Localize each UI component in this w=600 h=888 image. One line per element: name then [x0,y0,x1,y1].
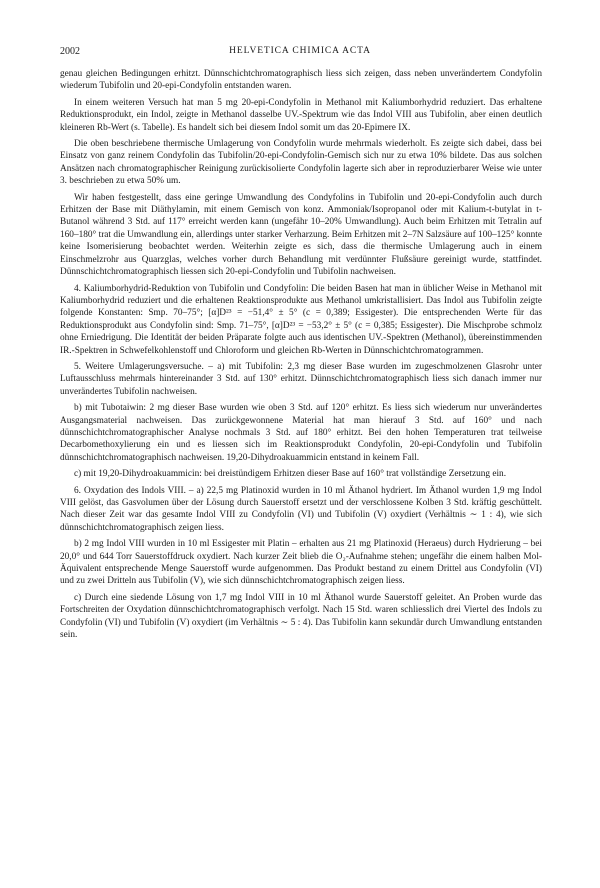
paragraph-thermal-rearrangement: Die oben beschriebene thermische Umlagerung von Condyfolin wurde mehrmals wiederholt. Es zeigte sich dabei, dass bei Einsatz von ganz reinem Condyfolin das Tubifolin/20-epi-Condyfolin-Gemisch sich nur zu etwa 10% bildete. Das aus solchen Ansätzen nach chromatographischer Reinigung zurückisolierte Condyfolin lagerte sich aber in reproduzierbarer Weise wie unter 3. beschrieben zu etwa 50% um. [60,139,542,187]
section-5b-tubotaiwin: b) mit Tubotaiwin: 2 mg dieser Base wurden wie oben 3 Std. auf 120° erhitzt. Es liess sich wiederum nur unverändertes Ausgangsmaterial nachweisen. Das zurückgewonnene Material hat man hierauf 3 Std. auf 160° und nach dünnschichtchromatographischer Analyse nochmals 3 Std. auf 180° erhitzt. Bei den hohen Temperaturen trat teilweise Decarbomethoxylierung ein und es liessen sich im Reaktionsprodukt Condyfolin, 20-epi-Condyfolin und Tubifolin dünnschichtchromatographisch nachweisen. 19,20-Dihydroakuammicin entstand in keinem Fall. [60,403,542,463]
section-6a-oxidation: 6. Oxydation des Indols VIII. – a) 22,5 mg Platinoxid wurden in 10 ml Äthanol hydriert. Im Äthanol wurden 1,9 mg Indol VIII gelöst, das Gasvolumen über der Lösung durch Sauerstoff ersetzt und der verschlossene Kolben 3 Std. kräftig geschüttelt. Nach dieser Zeit war das gesamte Indol VIII zu Condyfolin (VI) und Tubifolin (V) oxydiert (Verhältnis ∼ 1 : 4), wie sich dünnschichtchromatographisch zeigen liess. [60,485,542,533]
running-header [60,46,540,60]
section-6c-oxidation: c) Durch eine siedende Lösung von 1,7 mg Indol VIII in 10 ml Äthanol wurde Sauerstoff geleitet. An Proben wurde das Fortschreiten der Oxydation dünnschichtchromatographisch verfolgt. Nach 15 Std. waren schliesslich drei Viertel des Indols zu Condyfolin (VI) und Tubifolin (V) oxydiert (im Verhältnis ∼ 5 : 4). Das Tubifolin kann sekundär durch Umwandlung entstanden sein. [60,592,542,641]
page-number: 2002 [60,46,80,57]
section-6b-oxidation: b) 2 mg Indol VIII wurden in 10 ml Essigester mit Platin – erhalten aus 21 mg Platinoxid (Heraeus) durch Hydrierung – bei 20,0° und 644 Torr Sauerstoffdruck oxydiert. Nach kurzer Zeit blieb die O₂-Aufnahme stehen; ungefähr die einem halben Mol-Äquivalent entsprechende Menge Sauerstoff wurde aufgenommen. Das Produkt bestand zu einem Drittel aus Condyfolin (VI) und zu zwei Dritteln aus Tubifolin (V), wie sich dünnschichtchromatographisch zeigen liess. [60,539,542,587]
paragraph-epi-reduction: In einem weiteren Versuch hat man 5 mg 20-epi-Condyfolin in Methanol mit Kaliumborhydrid reduziert. Das erhaltene Reduktionsprodukt, ein Indol, zeigte in Methanol dasselbe UV.-Spektrum wie das Indol VIII aus Tubifolin, aber einen deutlich kleineren Rb-Wert (s. Tabelle). Es handelt sich bei diesem Indol somit um das 20-Epimere IX. [60,97,542,133]
section-4-borohydride-reduction: 4. Kaliumborhydrid-Reduktion von Tubifolin und Condyfolin: Die beiden Basen hat man in üblicher Weise in Methanol mit Kaliumborhydrid reduziert und die erhaltenen Reaktionsprodukte aus Methanol umkristallisiert. Das Indol aus Tubifolin zeigte folgende Konstanten: Smp. 70–75°; [α]D²³ = −51,4° ± 5° (c = 0,389; Essigester). Die entsprechenden Werte für das Reduktionsprodukt aus Condyfolin sind: Smp. 71–75°, [α]D²³ = −53,2° ± 5° (c = 0,385; Essigester). Die Mischprobe schmolz ohne Erniedrigung. Die Identität der beiden Präparate folgte auch aus identischen UV.-Spektren (Methanol), übereinstimmenden IR.-Spektren in Schwefelkohlenstoff und Chloroform und gleichen Rb-Werten in Dünnschichtchromatogrammen. [60,283,542,356]
section-5c-dihydroakuammicin: c) mit 19,20-Dihydroakuammicin: bei dreistündigem Erhitzen dieser Base auf 160° trat vollständige Zersetzung ein. [74,469,507,480]
section-5a-tubifolin: 5. Weitere Umlagerungsversuche. – a) mit Tubifolin: 2,3 mg dieser Base wurden im zugeschmolzenen Glasrohr unter Luftausschluss mehrmals hintereinander 3 Std. auf 130° erhitzt. Dünnschichtchromatographisch liess sich danach immer nur unverändertes Tubifolin nachweisen. [60,361,542,397]
journal-title: HELVETICA CHIMICA ACTA [229,46,371,56]
paragraph-continuation: genau gleichen Bedingungen erhitzt. Dünnschichtchromatographisch liess sich zeigen, dass neben unverändertem Condyfolin wiederum Tubifolin und 20-epi-Condyfolin entstanden waren. [60,69,542,92]
article-body [60,68,542,645]
paragraph-conversion-conditions: Wir haben festgestellt, dass eine geringe Umwandlung des Condyfolins in Tubifolin und 20-epi-Condyfolin auch durch Erhitzen der Base mit Diäthylamin, mit einem Gemisch von konz. Ammoniak/Isopropanol oder mit Kalium-t-butylat in t-Butanol während 3 Std. auf 117° erreicht werden kann (ungefähr 10–20% Umwandlung). Auch beim Erhitzen mit Tetralin auf 160–180° trat die Umwandlung ein, allerdings unter starker Verharzung. Beim Erhitzen mit 2–7N Salzsäure auf 100–125° konnte keine Isomerisierung beobachtet werden. Weiterhin zeigte es sich, dass die thermische Umlagerung auch in einem Einschmelzrohr aus Quarzglas, welches vorher durch Behandlung mit verdünnter Flußsäure gereinigt wurde, stattfindet. Dünnschichtchromatographisch liessen sich 20-epi-Condyfolin und Tubifolin nachweisen. [60,192,542,278]
